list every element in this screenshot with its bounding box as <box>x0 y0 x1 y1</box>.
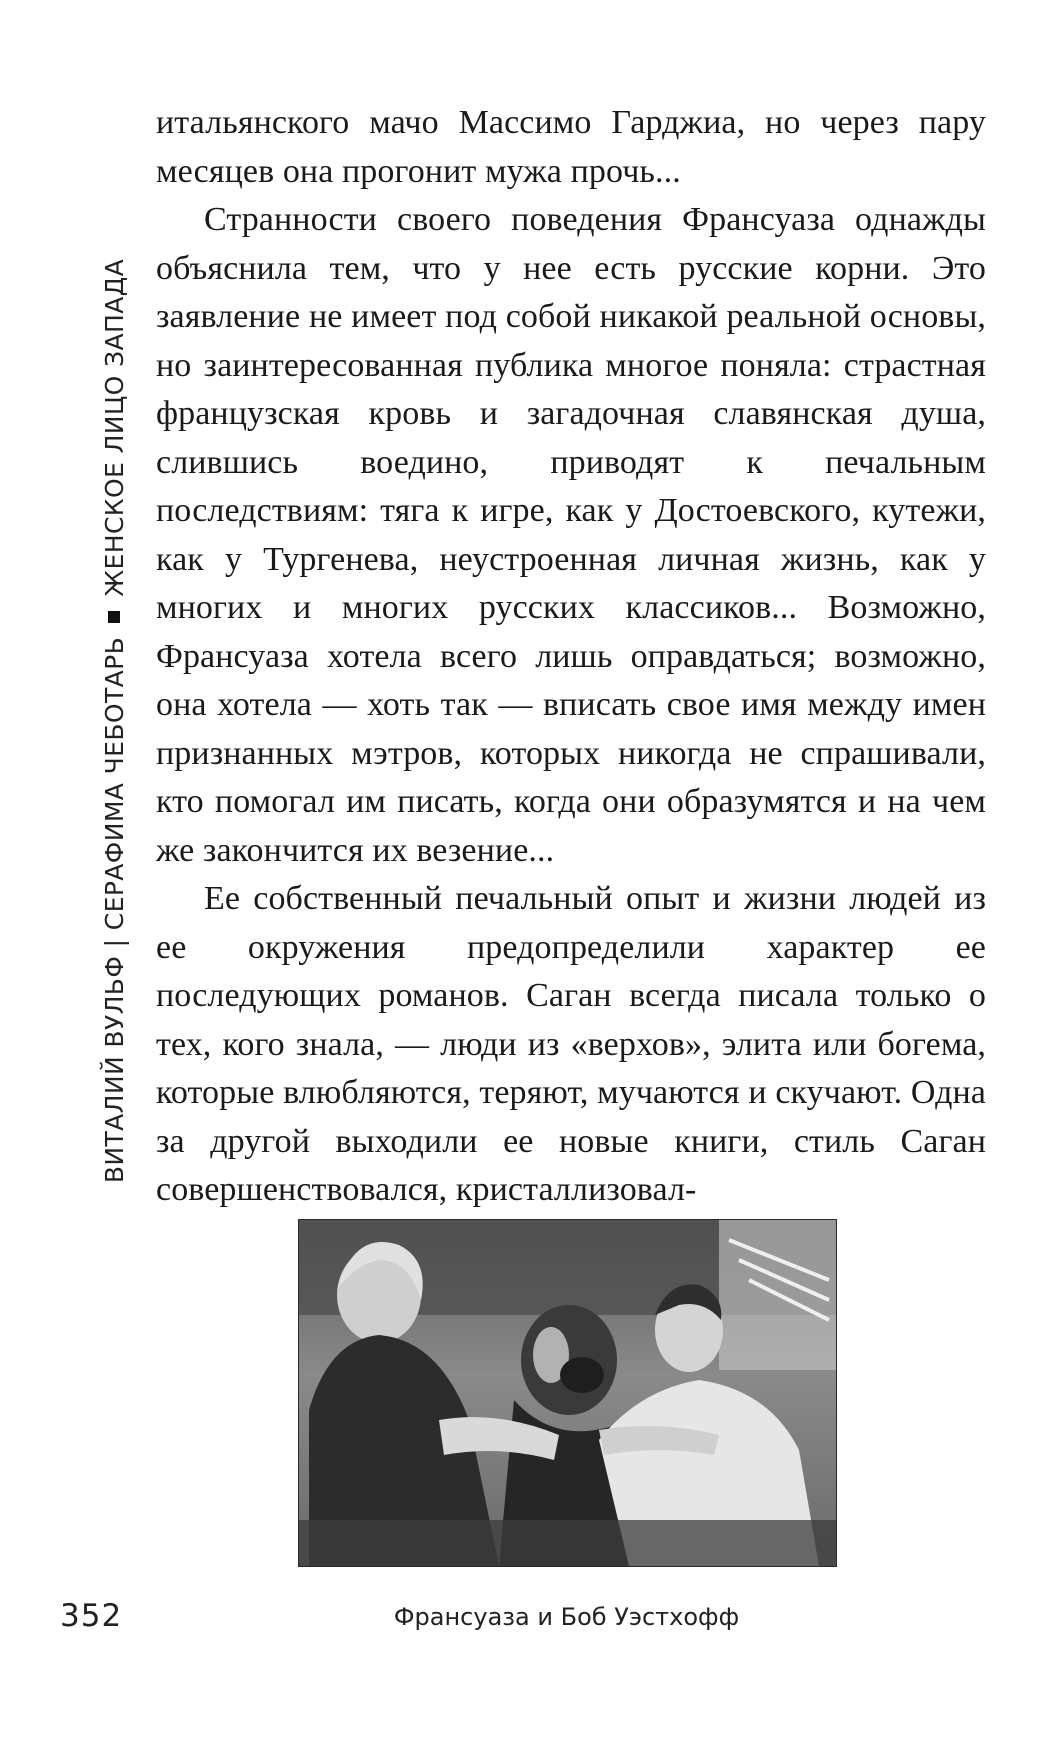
photo-image <box>299 1220 836 1566</box>
page-number: 352 <box>60 1598 123 1634</box>
body-text <box>156 99 986 1215</box>
running-head <box>92 196 136 1246</box>
paragraph: итальянского мачо Массимо Гарджиа, но через пару месяцев она прогонит мужа прочь... <box>156 104 986 190</box>
separator-square-icon <box>108 611 120 623</box>
photo <box>298 1219 837 1567</box>
paragraph: Ее собственный печальный опыт и жизни людей из ее окружения предопределили характер ее последующих романов. Саган всегда писала только о тех, кого знала, — люди из «верхов», элита или богема, которые влюбляются, теряют, мучаются и скучают. Одна за другой выходили ее новые книги, стиль Саган совершенствовался, кристаллизовал- <box>156 880 986 1208</box>
photo-caption: Франсуаза и Боб Уэстхофф <box>393 1603 740 1631</box>
paragraph: Странности своего поведения Франсуаза однажды объяснила тем, что у нее есть русские корни. Это заявление не имеет под собой никакой реальной основы, но заинтересованная публика многое поняла: страстная французская кровь и загадочная славянская душа, слившись воедино, приводят к печальным последствиям: тяга к игре, как у Достоевского, кутежи, как у Тургенева, неустроенная личная жизнь, как у многих и многих русских классиков... Возможно, Франсуаза хотела всего лишь оправдаться; возможно, она хотела — хоть так — вписать свое имя между имен признанных мэтров, которых никогда не спрашивали, кто помогал им писать, когда они образумятся и на чем же закончится их везение... <box>156 201 986 869</box>
running-head-book-title: ЖЕНСКОЕ ЛИЦО ЗАПАДА <box>99 258 129 597</box>
running-head-authors: ВИТАЛИЙ ВУЛЬФ | СЕРАФИМА ЧЕБОТАРЬ <box>99 636 129 1184</box>
